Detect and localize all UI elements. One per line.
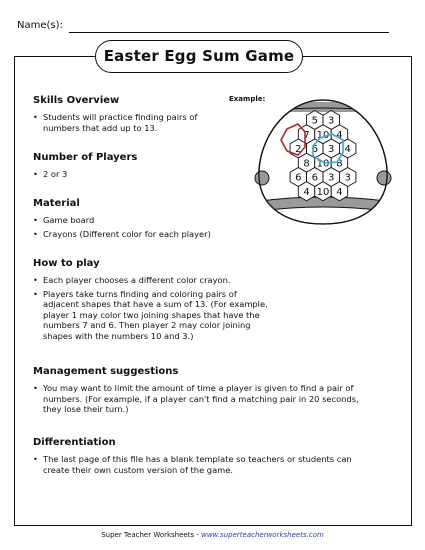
section-heading: Skills Overview: [33, 95, 120, 106]
footer-link[interactable]: www.superteacherworksheets.com: [201, 531, 324, 539]
section-heading: How to play: [33, 258, 100, 269]
hex-number: 4: [303, 186, 310, 198]
hex-number: 3: [328, 172, 335, 184]
hex-number: 2: [295, 144, 302, 155]
egg-side-dot-left: [255, 171, 269, 185]
section-material: [33, 198, 253, 242]
section-differentiation: [33, 437, 378, 478]
section-heading: Management suggestions: [33, 366, 179, 377]
section-how-to-play: [33, 258, 273, 345]
list-item: • Game board: [33, 215, 253, 226]
hex-number: 10: [316, 129, 330, 141]
hex-number: 10: [316, 158, 330, 170]
section-management: [33, 366, 378, 418]
list-item: • 2 or 3: [33, 169, 233, 180]
hex-number: 4: [336, 129, 343, 141]
egg-side-dot-right: [377, 171, 391, 185]
hex-number: 4: [336, 186, 343, 198]
footer-prefix: Super Teacher Worksheets -: [101, 531, 202, 539]
footer: [0, 531, 425, 539]
hex-number: 7: [303, 129, 310, 141]
hex-number: 5: [311, 115, 318, 127]
page-title: Easter Egg Sum Game: [95, 40, 303, 73]
section-skills: [33, 95, 233, 136]
hex-number: 3: [328, 115, 335, 127]
hex-number: 8: [336, 158, 343, 170]
hex-number: 6: [311, 144, 318, 155]
egg-example-illustration: [253, 98, 393, 226]
egg-top-band: [253, 102, 393, 112]
section-heading: Differentiation: [33, 437, 116, 448]
list-item: • Players take turns finding and coloring pairs of adjacent shapes that have a sum of 13. (For example, player 1 may color two joining shapes that have the numbers 7 and 6. Then player 2 may color joining shapes with the numbers 10 and 3.): [33, 289, 273, 342]
example-label: Example:: [229, 95, 266, 103]
list-item: • The last page of this file has a blank template so teachers or students can create their own custom version of the game.: [33, 454, 378, 475]
hex-number: 8: [303, 158, 310, 170]
list-item: • Crayons (Different color for each player): [33, 229, 253, 240]
hex-number: 6: [311, 172, 318, 184]
list-item: • Students will practice finding pairs of numbers that add up to 13.: [33, 112, 233, 133]
hex-number: 6: [295, 172, 302, 184]
section-heading: Number of Players: [33, 152, 138, 163]
name-line: [69, 32, 389, 33]
hex-number: 3: [328, 144, 335, 155]
section-players: [33, 152, 233, 183]
section-heading: Material: [33, 198, 80, 209]
list-item: • You may want to limit the amount of time a player is given to find a pair of numbers. (For example, if a player can't find a matching pair in 20 seconds, they lose their turn.): [33, 383, 378, 415]
list-item: • Each player chooses a different color crayon.: [33, 275, 273, 286]
hex-number: 4: [344, 144, 351, 155]
hex-number: 10: [316, 186, 330, 198]
name-label: Name(s):: [17, 20, 63, 31]
hex-number: 3: [344, 172, 351, 184]
